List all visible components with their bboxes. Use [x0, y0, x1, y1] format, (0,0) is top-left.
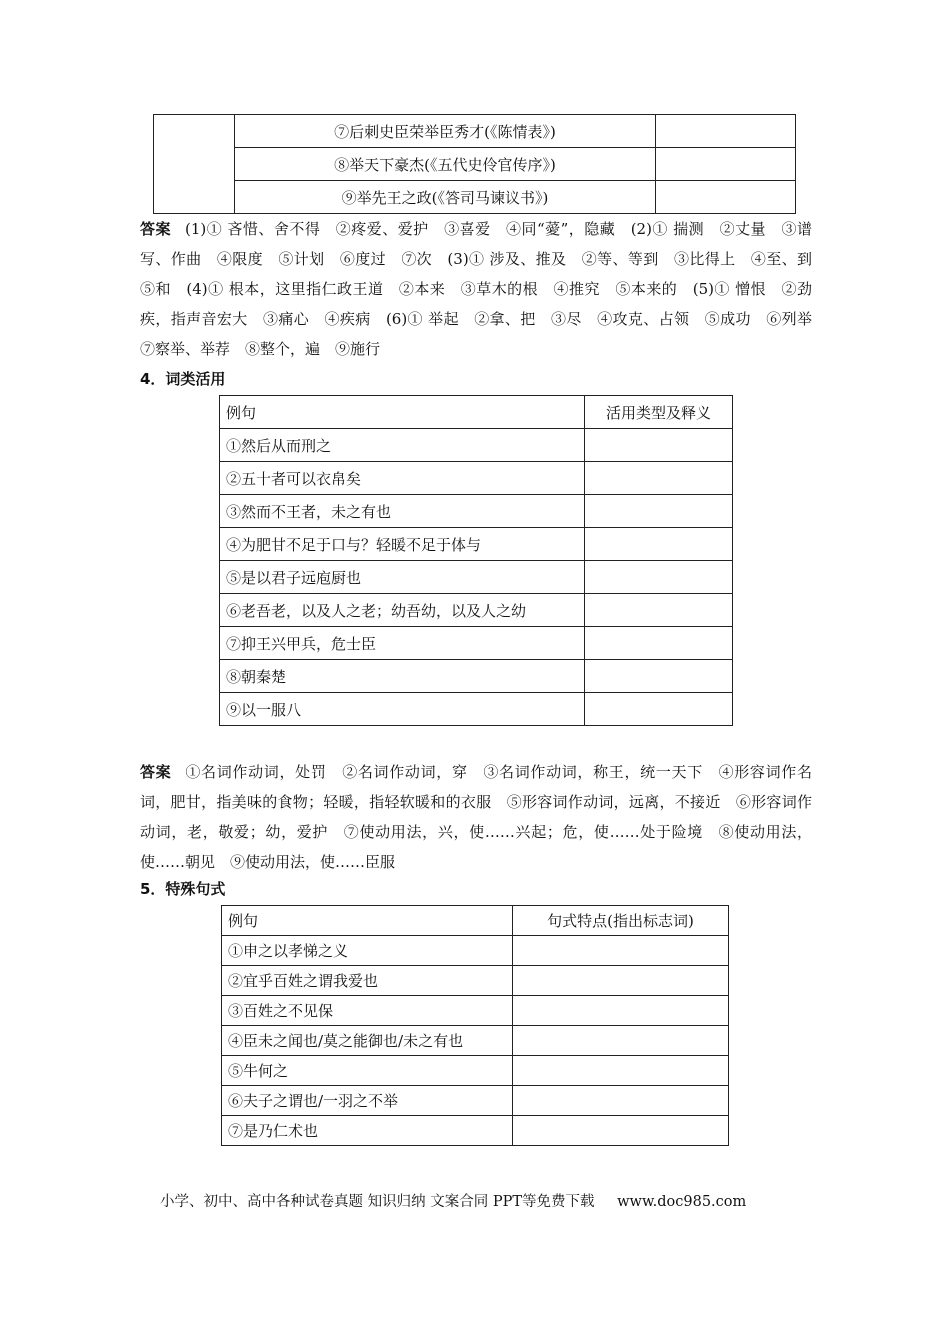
example-cell: ⑦后刺史臣荣举臣秀才(《陈情表》) [235, 115, 656, 148]
continuation-table [153, 114, 796, 214]
table-row [220, 561, 733, 594]
example-cell: ⑨以一服八 [220, 693, 585, 726]
table-row [154, 148, 796, 181]
table-row [220, 660, 733, 693]
footer-text: 小学、初中、高中各种试卷真题 知识归纳 文案合同 PPT等免费下载 [160, 1194, 595, 1210]
example-cell: ④臣未之闻也/莫之能御也/未之有也 [222, 1026, 513, 1056]
answer-cell [513, 936, 729, 966]
example-cell: ⑥夫子之谓也/一羽之不举 [222, 1086, 513, 1116]
table-row [154, 181, 796, 214]
word-class-table [219, 395, 733, 726]
table-row [220, 594, 733, 627]
answer-label: 答案 [140, 763, 172, 781]
table-row [222, 996, 729, 1026]
example-cell: ③百姓之不见保 [222, 996, 513, 1026]
answer-cell [585, 462, 733, 495]
example-cell: ⑧举天下豪杰(《五代史伶官传序》) [235, 148, 656, 181]
answer-cell [513, 996, 729, 1026]
answer-text: ①名词作动词，处罚 ②名词作动词，穿 ③名词作动词，称王，统一天下 ④形容词作名词，肥甘，指美味的食物；轻暖，指轻软暖和的衣服 ⑤形容词作动词，远离，不接近 ⑥形容词作动词，老，敬爱；幼，爱护 ⑦使动用法，兴，使……兴起；危，使……处于险境 ⑧使动用法，使……朝见 ⑨使动用法，使……臣服 [140, 763, 812, 871]
answer-cell [585, 495, 733, 528]
answer-cell [513, 1086, 729, 1116]
page-footer [160, 1190, 800, 1211]
column-header-example: 例句 [220, 396, 585, 429]
table-row [220, 429, 733, 462]
meaning-cell [656, 115, 796, 148]
table-row [154, 115, 796, 148]
column-header-feature: 句式特点(指出标志词) [513, 906, 729, 936]
table-header-row [220, 396, 733, 429]
answer-cell [585, 528, 733, 561]
answer-label: 答案 [140, 220, 171, 238]
example-cell: ①申之以孝悌之义 [222, 936, 513, 966]
table-row [222, 966, 729, 996]
example-cell: ⑦是乃仁术也 [222, 1116, 513, 1146]
example-cell: ①然后从而刑之 [220, 429, 585, 462]
example-cell: ⑨举先王之政(《答司马谏议书》) [235, 181, 656, 214]
answer-cell [513, 1056, 729, 1086]
column-header-type: 活用类型及释义 [585, 396, 733, 429]
example-cell: ④为肥甘不足于口与？轻暖不足于体与 [220, 528, 585, 561]
answer-block-1 [140, 214, 828, 364]
example-cell: ⑥老吾老，以及人之老；幼吾幼，以及人之幼 [220, 594, 585, 627]
table-row [220, 693, 733, 726]
example-cell: ②宜乎百姓之谓我爱也 [222, 966, 513, 996]
answer-cell [585, 561, 733, 594]
meaning-cell [656, 181, 796, 214]
example-cell: ⑤牛何之 [222, 1056, 513, 1086]
table-row [222, 1026, 729, 1056]
answer-cell [585, 660, 733, 693]
table-row [220, 495, 733, 528]
footer-site-link[interactable]: www.doc985.com [617, 1194, 747, 1210]
column-header-example: 例句 [222, 906, 513, 936]
merged-cell [154, 115, 235, 214]
example-cell: ③然而不王者，未之有也 [220, 495, 585, 528]
example-cell: ②五十者可以衣帛矣 [220, 462, 585, 495]
table-row [222, 1116, 729, 1146]
answer-cell [513, 1026, 729, 1056]
table-row [220, 627, 733, 660]
meaning-cell [656, 148, 796, 181]
example-cell: ⑦抑王兴甲兵，危士臣 [220, 627, 585, 660]
answer-text: (1)① 吝惜、舍不得 ②疼爱、爱护 ③喜爱 ④同“薆”，隐藏 (2)① 揣测 ②丈量 ③谱写、作曲 ④限度 ⑤计划 ⑥度过 ⑦次 (3)① 涉及、推及 ②等、等到 ③比得上 ④至、到 ⑤和 (4)① 根本，这里指仁政王道 ②本来 ③草木的根 ④推究 ⑤本来的 (5)① 憎恨 ②劲疾，指声音宏大 ③痛心 ④疾病 (6)① 举起 ②拿、把 ③尽 ④攻克、占领 ⑤成功 ⑥列举 ⑦察举、举荐 ⑧整个，遍 ⑨施行 [140, 220, 828, 358]
answer-cell [585, 594, 733, 627]
section-heading-4: 4．词类活用 [140, 370, 226, 388]
answer-cell [513, 966, 729, 996]
table-row [222, 1056, 729, 1086]
answer-cell [585, 693, 733, 726]
example-cell: ⑤是以君子远庖厨也 [220, 561, 585, 594]
table-row [222, 936, 729, 966]
table-row [220, 462, 733, 495]
table-row [222, 1086, 729, 1116]
answer-cell [513, 1116, 729, 1146]
answer-block-2 [140, 757, 812, 877]
section-heading-5: 5．特殊句式 [140, 880, 226, 898]
answer-cell [585, 429, 733, 462]
example-cell: ⑧朝秦楚 [220, 660, 585, 693]
table-row [220, 528, 733, 561]
answer-cell [585, 627, 733, 660]
special-sentence-table [221, 905, 729, 1146]
table-header-row [222, 906, 729, 936]
